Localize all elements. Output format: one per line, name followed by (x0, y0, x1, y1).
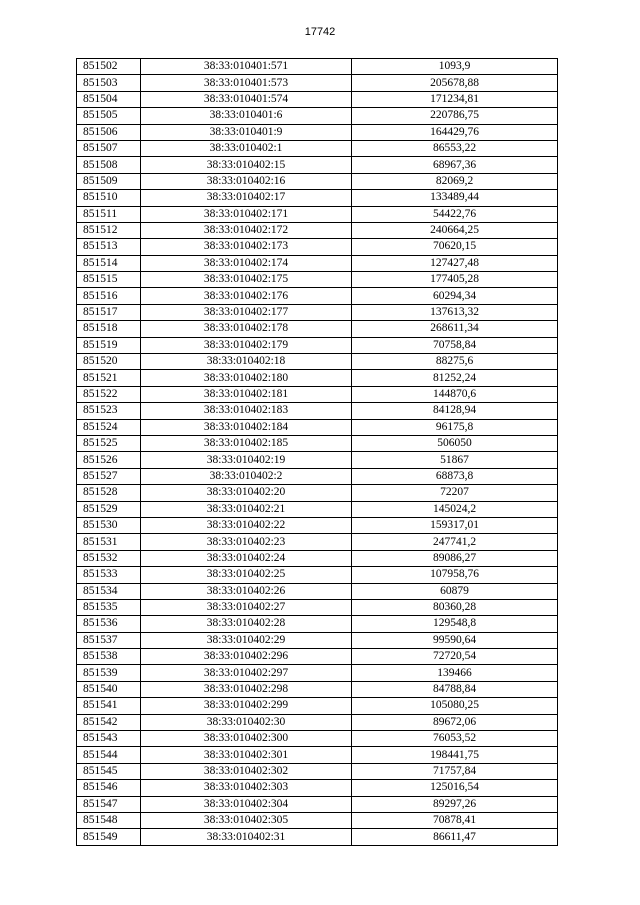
value-cell: 107958,76 (352, 567, 558, 583)
row-id-cell: 851509 (77, 173, 141, 189)
row-id-cell: 851535 (77, 599, 141, 615)
value-cell: 80360,28 (352, 599, 558, 615)
value-cell: 133489,44 (352, 190, 558, 206)
table-row (77, 567, 558, 583)
value-cell: 129548,8 (352, 616, 558, 632)
table-row (77, 681, 558, 697)
value-cell: 125016,54 (352, 780, 558, 796)
row-id-cell: 851536 (77, 616, 141, 632)
row-id-cell: 851518 (77, 321, 141, 337)
value-cell: 198441,75 (352, 747, 558, 763)
row-id-cell: 851547 (77, 796, 141, 812)
cadastral-number-cell: 38:33:010402:25 (141, 567, 352, 583)
table-row (77, 337, 558, 353)
row-id-cell: 851527 (77, 468, 141, 484)
cadastral-number-cell: 38:33:010402:303 (141, 780, 352, 796)
row-id-cell: 851538 (77, 649, 141, 665)
row-id-cell: 851516 (77, 288, 141, 304)
table-row (77, 157, 558, 173)
table-row (77, 747, 558, 763)
row-id-cell: 851532 (77, 550, 141, 566)
cadastral-number-cell: 38:33:010402:301 (141, 747, 352, 763)
row-id-cell: 851545 (77, 763, 141, 779)
row-id-cell: 851522 (77, 386, 141, 402)
cadastral-number-cell: 38:33:010402:297 (141, 665, 352, 681)
row-id-cell: 851525 (77, 435, 141, 451)
value-cell: 84128,94 (352, 403, 558, 419)
cadastral-number-cell: 38:33:010402:181 (141, 386, 352, 402)
table-row (77, 239, 558, 255)
table-row (77, 222, 558, 238)
value-cell: 60879 (352, 583, 558, 599)
value-cell: 70758,84 (352, 337, 558, 353)
cadastral-number-cell: 38:33:010402:29 (141, 632, 352, 648)
row-id-cell: 851504 (77, 91, 141, 107)
cadastral-number-cell: 38:33:010402:175 (141, 272, 352, 288)
value-cell: 81252,24 (352, 370, 558, 386)
cadastral-number-cell: 38:33:010402:27 (141, 599, 352, 615)
cadastral-number-cell: 38:33:010402:23 (141, 534, 352, 550)
value-cell: 76053,52 (352, 731, 558, 747)
value-cell: 89672,06 (352, 714, 558, 730)
cadastral-value-table (76, 58, 558, 846)
row-id-cell: 851533 (77, 567, 141, 583)
table-body (77, 59, 558, 846)
table-row (77, 206, 558, 222)
row-id-cell: 851539 (77, 665, 141, 681)
cadastral-number-cell: 38:33:010402:22 (141, 517, 352, 533)
table-row (77, 698, 558, 714)
row-id-cell: 851513 (77, 239, 141, 255)
cadastral-number-cell: 38:33:010402:174 (141, 255, 352, 271)
row-id-cell: 851514 (77, 255, 141, 271)
value-cell: 68967,36 (352, 157, 558, 173)
table-row (77, 321, 558, 337)
table-row (77, 419, 558, 435)
table-row (77, 517, 558, 533)
table-row (77, 140, 558, 156)
cadastral-number-cell: 38:33:010402:298 (141, 681, 352, 697)
row-id-cell: 851549 (77, 829, 141, 845)
value-cell: 86611,47 (352, 829, 558, 845)
row-id-cell: 851524 (77, 419, 141, 435)
row-id-cell: 851530 (77, 517, 141, 533)
table-row (77, 108, 558, 124)
cadastral-number-cell: 38:33:010401:573 (141, 75, 352, 91)
value-cell: 70620,15 (352, 239, 558, 255)
row-id-cell: 851515 (77, 272, 141, 288)
row-id-cell: 851528 (77, 485, 141, 501)
value-cell: 139466 (352, 665, 558, 681)
table-row (77, 452, 558, 468)
table-row (77, 731, 558, 747)
value-cell: 89086,27 (352, 550, 558, 566)
value-cell: 68873,8 (352, 468, 558, 484)
table-row (77, 75, 558, 91)
cadastral-number-cell: 38:33:010402:177 (141, 304, 352, 320)
value-cell: 72720,54 (352, 649, 558, 665)
row-id-cell: 851548 (77, 812, 141, 828)
table-row (77, 616, 558, 632)
value-cell: 145024,2 (352, 501, 558, 517)
cadastral-number-cell: 38:33:010402:300 (141, 731, 352, 747)
value-cell: 177405,28 (352, 272, 558, 288)
row-id-cell: 851546 (77, 780, 141, 796)
value-cell: 89297,26 (352, 796, 558, 812)
cadastral-number-cell: 38:33:010402:16 (141, 173, 352, 189)
value-cell: 247741,2 (352, 534, 558, 550)
row-id-cell: 851526 (77, 452, 141, 468)
table-row (77, 550, 558, 566)
cadastral-number-cell: 38:33:010401:9 (141, 124, 352, 140)
value-cell: 51867 (352, 452, 558, 468)
value-cell: 72207 (352, 485, 558, 501)
cadastral-number-cell: 38:33:010402:176 (141, 288, 352, 304)
cadastral-number-cell: 38:33:010402:19 (141, 452, 352, 468)
value-cell: 171234,81 (352, 91, 558, 107)
value-cell: 82069,2 (352, 173, 558, 189)
value-cell: 1093,9 (352, 59, 558, 75)
cadastral-number-cell: 38:33:010401:6 (141, 108, 352, 124)
row-id-cell: 851529 (77, 501, 141, 517)
value-cell: 144870,6 (352, 386, 558, 402)
row-id-cell: 851506 (77, 124, 141, 140)
row-id-cell: 851523 (77, 403, 141, 419)
row-id-cell: 851510 (77, 190, 141, 206)
value-cell: 54422,76 (352, 206, 558, 222)
cadastral-number-cell: 38:33:010402:15 (141, 157, 352, 173)
cadastral-number-cell: 38:33:010402:17 (141, 190, 352, 206)
cadastral-number-cell: 38:33:010402:305 (141, 812, 352, 828)
table-row (77, 173, 558, 189)
value-cell: 99590,64 (352, 632, 558, 648)
table-row (77, 288, 558, 304)
table-row (77, 190, 558, 206)
row-id-cell: 851512 (77, 222, 141, 238)
value-cell: 268611,34 (352, 321, 558, 337)
table-row (77, 468, 558, 484)
row-id-cell: 851517 (77, 304, 141, 320)
row-id-cell: 851507 (77, 140, 141, 156)
row-id-cell: 851502 (77, 59, 141, 75)
row-id-cell: 851540 (77, 681, 141, 697)
row-id-cell: 851541 (77, 698, 141, 714)
cadastral-number-cell: 38:33:010402:184 (141, 419, 352, 435)
value-cell: 127427,48 (352, 255, 558, 271)
value-cell: 506050 (352, 435, 558, 451)
table-row (77, 796, 558, 812)
cadastral-number-cell: 38:33:010401:571 (141, 59, 352, 75)
table-row (77, 632, 558, 648)
cadastral-number-cell: 38:33:010402:28 (141, 616, 352, 632)
row-id-cell: 851505 (77, 108, 141, 124)
row-id-cell: 851534 (77, 583, 141, 599)
cadastral-number-cell: 38:33:010402:26 (141, 583, 352, 599)
value-cell: 70878,41 (352, 812, 558, 828)
value-cell: 240664,25 (352, 222, 558, 238)
table-row (77, 485, 558, 501)
table-row (77, 599, 558, 615)
table-row (77, 714, 558, 730)
row-id-cell: 851519 (77, 337, 141, 353)
table-row (77, 649, 558, 665)
table-row (77, 763, 558, 779)
table-row (77, 304, 558, 320)
table-row (77, 534, 558, 550)
cadastral-number-cell: 38:33:010402:299 (141, 698, 352, 714)
cadastral-number-cell: 38:33:010402:171 (141, 206, 352, 222)
row-id-cell: 851520 (77, 354, 141, 370)
value-cell: 60294,34 (352, 288, 558, 304)
cadastral-number-cell: 38:33:010402:185 (141, 435, 352, 451)
row-id-cell: 851531 (77, 534, 141, 550)
cadastral-number-cell: 38:33:010402:21 (141, 501, 352, 517)
cadastral-number-cell: 38:33:010401:574 (141, 91, 352, 107)
cadastral-number-cell: 38:33:010402:302 (141, 763, 352, 779)
cadastral-number-cell: 38:33:010402:296 (141, 649, 352, 665)
cadastral-number-cell: 38:33:010402:179 (141, 337, 352, 353)
table-row (77, 272, 558, 288)
cadastral-number-cell: 38:33:010402:24 (141, 550, 352, 566)
value-cell: 105080,25 (352, 698, 558, 714)
value-cell: 86553,22 (352, 140, 558, 156)
table-row (77, 403, 558, 419)
value-cell: 164429,76 (352, 124, 558, 140)
cadastral-number-cell: 38:33:010402:1 (141, 140, 352, 156)
cadastral-number-cell: 38:33:010402:31 (141, 829, 352, 845)
value-cell: 71757,84 (352, 763, 558, 779)
cadastral-number-cell: 38:33:010402:18 (141, 354, 352, 370)
table-row (77, 665, 558, 681)
cadastral-number-cell: 38:33:010402:178 (141, 321, 352, 337)
value-cell: 220786,75 (352, 108, 558, 124)
row-id-cell: 851544 (77, 747, 141, 763)
cadastral-number-cell: 38:33:010402:304 (141, 796, 352, 812)
cadastral-number-cell: 38:33:010402:183 (141, 403, 352, 419)
value-cell: 88275,6 (352, 354, 558, 370)
table-row (77, 812, 558, 828)
cadastral-number-cell: 38:33:010402:173 (141, 239, 352, 255)
cadastral-number-cell: 38:33:010402:172 (141, 222, 352, 238)
table-row (77, 91, 558, 107)
table-row (77, 583, 558, 599)
value-cell: 137613,32 (352, 304, 558, 320)
row-id-cell: 851537 (77, 632, 141, 648)
row-id-cell: 851511 (77, 206, 141, 222)
value-cell: 96175,8 (352, 419, 558, 435)
cadastral-number-cell: 38:33:010402:20 (141, 485, 352, 501)
table-row (77, 370, 558, 386)
table-row (77, 829, 558, 845)
table-row (77, 124, 558, 140)
row-id-cell: 851521 (77, 370, 141, 386)
row-id-cell: 851542 (77, 714, 141, 730)
row-id-cell: 851508 (77, 157, 141, 173)
table-row (77, 354, 558, 370)
value-cell: 84788,84 (352, 681, 558, 697)
cadastral-number-cell: 38:33:010402:30 (141, 714, 352, 730)
table-row (77, 501, 558, 517)
table-row (77, 780, 558, 796)
value-cell: 205678,88 (352, 75, 558, 91)
row-id-cell: 851543 (77, 731, 141, 747)
table-row (77, 59, 558, 75)
page-number: 17742 (304, 26, 336, 38)
cadastral-number-cell: 38:33:010402:2 (141, 468, 352, 484)
cadastral-number-cell: 38:33:010402:180 (141, 370, 352, 386)
row-id-cell: 851503 (77, 75, 141, 91)
table-row (77, 255, 558, 271)
value-cell: 159317,01 (352, 517, 558, 533)
table-row (77, 386, 558, 402)
table-row (77, 435, 558, 451)
